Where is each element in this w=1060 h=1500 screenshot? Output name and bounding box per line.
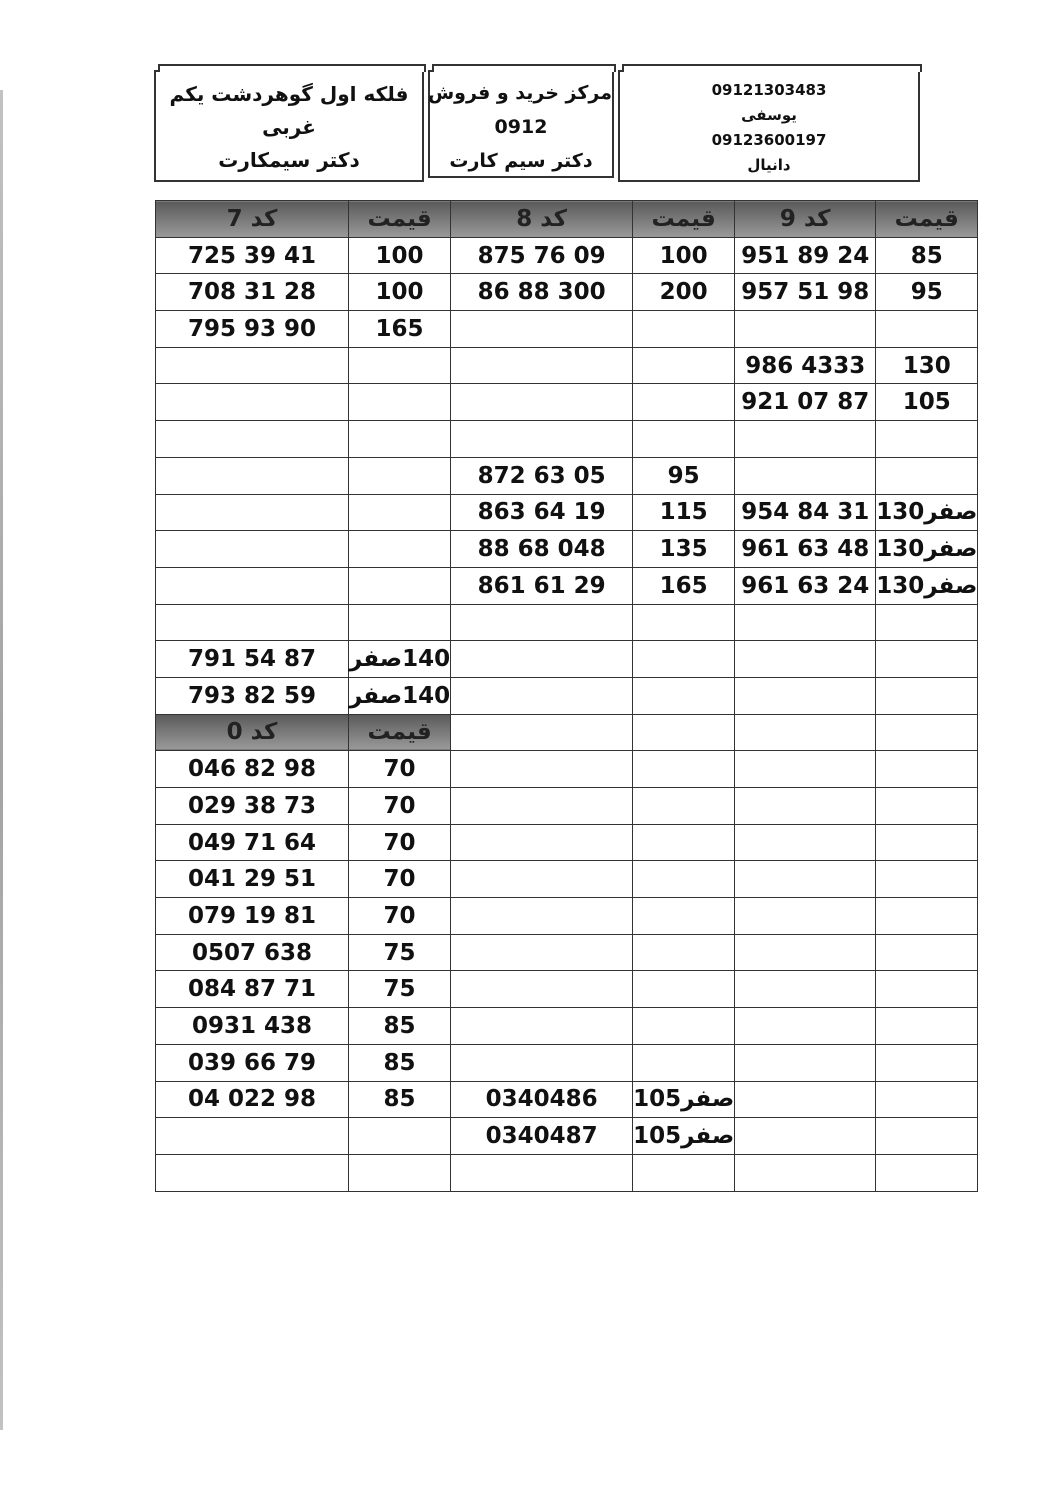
address-line-1: فلکه اول گوهردشت یکم — [169, 82, 409, 106]
number-code-8 — [451, 384, 633, 421]
price-code-9: 130 — [876, 347, 978, 384]
number-code-9 — [735, 788, 876, 825]
price-code-8 — [633, 714, 735, 751]
price-code-9 — [876, 898, 978, 935]
number-code-9 — [735, 604, 876, 641]
price-code-7 — [349, 494, 451, 531]
number-code-9: 961 63 24 — [735, 567, 876, 604]
number-code-8: 863 64 19 — [451, 494, 633, 531]
scan-edge — [0, 90, 3, 1430]
header-code-9: کد 9 — [735, 201, 876, 238]
number-code-9 — [735, 751, 876, 788]
price-code-8: 100 — [633, 237, 735, 274]
number-code-8 — [451, 347, 633, 384]
number-code-9: 986 4333 — [735, 347, 876, 384]
price-code-8 — [633, 347, 735, 384]
price-code-9 — [876, 751, 978, 788]
price-code-9: صفر130 — [876, 531, 978, 568]
price-code-9: صفر130 — [876, 494, 978, 531]
number-code-7 — [156, 457, 349, 494]
price-code-9 — [876, 421, 978, 458]
number-code-8 — [451, 421, 633, 458]
price-code-7: 70 — [349, 861, 451, 898]
number-code-8 — [451, 311, 633, 348]
number-code-9 — [735, 934, 876, 971]
header-price-8: قیمت — [633, 201, 735, 238]
center-title: مرکز خرید و فروش — [427, 82, 612, 104]
number-code-7: 04 022 98 — [156, 1081, 349, 1118]
number-code-8: 86 88 300 — [451, 274, 633, 311]
number-code-8: 872 63 05 — [451, 457, 633, 494]
number-code-7: 046 82 98 — [156, 751, 349, 788]
number-code-9 — [735, 641, 876, 678]
number-code-8 — [451, 934, 633, 971]
price-code-7 — [349, 421, 451, 458]
center-shop-name: دکتر سیم کارت — [449, 150, 593, 172]
number-code-9: 954 84 31 — [735, 494, 876, 531]
price-code-7: 75 — [349, 934, 451, 971]
table-row — [156, 604, 978, 641]
number-code-7 — [156, 421, 349, 458]
number-code-9 — [735, 677, 876, 714]
table-row — [156, 347, 978, 384]
price-code-8 — [633, 788, 735, 825]
header-price-0: قیمت — [349, 714, 451, 751]
number-code-7 — [156, 1118, 349, 1155]
number-code-8 — [451, 641, 633, 678]
price-code-7 — [349, 457, 451, 494]
contact-phone-2: 09123600197 — [711, 131, 827, 149]
number-code-7: 725 39 41 — [156, 237, 349, 274]
price-code-8: 95 — [633, 457, 735, 494]
price-code-8 — [633, 421, 735, 458]
price-code-7: 100 — [349, 274, 451, 311]
number-code-9 — [735, 971, 876, 1008]
price-code-7: 165 — [349, 311, 451, 348]
table-row — [156, 824, 978, 861]
price-code-9: 85 — [876, 237, 978, 274]
number-code-8 — [451, 714, 633, 751]
price-code-7: 75 — [349, 971, 451, 1008]
table-row — [156, 567, 978, 604]
number-code-8: 875 76 09 — [451, 237, 633, 274]
price-code-8: صفر105 — [633, 1118, 735, 1155]
price-code-8 — [633, 604, 735, 641]
number-code-8: 0340487 — [451, 1118, 633, 1155]
number-code-7 — [156, 604, 349, 641]
price-code-9: صفر130 — [876, 567, 978, 604]
table-row — [156, 1118, 978, 1155]
price-code-8 — [633, 677, 735, 714]
number-code-8 — [451, 824, 633, 861]
header-box-address — [154, 70, 424, 182]
number-code-7: 0931 438 — [156, 1008, 349, 1045]
price-code-9 — [876, 1081, 978, 1118]
number-code-7: 029 38 73 — [156, 788, 349, 825]
address-line-2: غربی — [262, 115, 316, 139]
price-code-9 — [876, 971, 978, 1008]
price-code-8 — [633, 641, 735, 678]
price-code-9 — [876, 788, 978, 825]
table-row — [156, 641, 978, 678]
number-code-7 — [156, 567, 349, 604]
price-code-7: 70 — [349, 751, 451, 788]
number-code-9 — [735, 1118, 876, 1155]
price-code-8 — [633, 751, 735, 788]
table-header-row — [156, 201, 978, 238]
table-row — [156, 788, 978, 825]
price-code-9 — [876, 311, 978, 348]
price-table — [155, 200, 978, 1192]
number-code-7 — [156, 531, 349, 568]
price-code-9: 105 — [876, 384, 978, 421]
price-code-9 — [876, 604, 978, 641]
price-code-9 — [876, 677, 978, 714]
price-code-8 — [633, 311, 735, 348]
number-code-7: 041 29 51 — [156, 861, 349, 898]
number-code-7: 0507 638 — [156, 934, 349, 971]
number-code-8 — [451, 1008, 633, 1045]
price-code-9 — [876, 1008, 978, 1045]
number-code-9 — [735, 421, 876, 458]
price-code-7: 140صفر — [349, 677, 451, 714]
table-row — [156, 677, 978, 714]
number-code-7 — [156, 384, 349, 421]
price-code-8 — [633, 1008, 735, 1045]
price-code-8 — [633, 971, 735, 1008]
price-code-7: 70 — [349, 788, 451, 825]
number-code-9 — [735, 311, 876, 348]
table-row — [156, 384, 978, 421]
price-code-9 — [876, 1154, 978, 1191]
header-box-title — [428, 70, 614, 178]
number-code-9 — [735, 1154, 876, 1191]
number-code-9 — [735, 457, 876, 494]
price-code-9 — [876, 1118, 978, 1155]
number-code-9 — [735, 1008, 876, 1045]
price-code-8 — [633, 934, 735, 971]
price-code-7 — [349, 347, 451, 384]
number-code-8 — [451, 861, 633, 898]
price-code-7 — [349, 384, 451, 421]
number-code-8 — [451, 971, 633, 1008]
price-code-7: 70 — [349, 898, 451, 935]
number-code-8: 88 68 048 — [451, 531, 633, 568]
number-code-8: 0340486 — [451, 1081, 633, 1118]
number-code-9 — [735, 824, 876, 861]
table-row — [156, 311, 978, 348]
number-code-9 — [735, 861, 876, 898]
contact-name-1: یوسفی — [741, 106, 797, 124]
number-code-7 — [156, 1154, 349, 1191]
number-code-8 — [451, 1044, 633, 1081]
number-code-9: 921 07 87 — [735, 384, 876, 421]
price-code-7 — [349, 1154, 451, 1191]
number-code-7: 039 66 79 — [156, 1044, 349, 1081]
contact-name-2: دانیال — [747, 156, 791, 174]
price-code-7 — [349, 604, 451, 641]
price-code-8: 135 — [633, 531, 735, 568]
table-row — [156, 934, 978, 971]
header-box-contacts — [618, 70, 920, 182]
number-code-7: 049 71 64 — [156, 824, 349, 861]
shop-name: دکتر سیمکارت — [218, 148, 360, 172]
price-code-9 — [876, 714, 978, 751]
number-code-7: 793 82 59 — [156, 677, 349, 714]
price-code-7: 100 — [349, 237, 451, 274]
price-code-8 — [633, 861, 735, 898]
price-code-8: 165 — [633, 567, 735, 604]
price-code-8 — [633, 384, 735, 421]
price-code-9 — [876, 824, 978, 861]
number-code-8 — [451, 677, 633, 714]
price-code-8: 115 — [633, 494, 735, 531]
number-code-8 — [451, 604, 633, 641]
price-code-9 — [876, 1044, 978, 1081]
price-code-7: 140صفر — [349, 641, 451, 678]
price-code-7: 85 — [349, 1081, 451, 1118]
table-row — [156, 531, 978, 568]
number-code-9: 961 63 48 — [735, 531, 876, 568]
number-code-7: 079 19 81 — [156, 898, 349, 935]
table-row — [156, 274, 978, 311]
price-code-7: 70 — [349, 824, 451, 861]
table-row — [156, 1044, 978, 1081]
header-price-9: قیمت — [876, 201, 978, 238]
price-code-7: 85 — [349, 1044, 451, 1081]
price-code-8 — [633, 1154, 735, 1191]
number-code-9: 951 89 24 — [735, 237, 876, 274]
price-code-7 — [349, 567, 451, 604]
number-code-7: 795 93 90 — [156, 311, 349, 348]
price-code-9 — [876, 457, 978, 494]
price-code-7 — [349, 531, 451, 568]
price-code-8 — [633, 1044, 735, 1081]
table-row — [156, 1008, 978, 1045]
price-code-9 — [876, 934, 978, 971]
table-row — [156, 237, 978, 274]
number-code-8 — [451, 788, 633, 825]
header-code-0: کد 0 — [156, 714, 349, 751]
number-code-9 — [735, 714, 876, 751]
table-row — [156, 861, 978, 898]
header-code-8: کد 8 — [451, 201, 633, 238]
table-row — [156, 1081, 978, 1118]
price-code-9 — [876, 861, 978, 898]
number-code-7: 791 54 87 — [156, 641, 349, 678]
number-code-8 — [451, 751, 633, 788]
number-code-7 — [156, 347, 349, 384]
header-code-7: کد 7 — [156, 201, 349, 238]
number-code-8 — [451, 1154, 633, 1191]
number-code-9: 957 51 98 — [735, 274, 876, 311]
price-code-8: 200 — [633, 274, 735, 311]
table-row — [156, 751, 978, 788]
table-row — [156, 714, 978, 751]
price-code-8: صفر105 — [633, 1081, 735, 1118]
prefix-label: 0912 — [494, 116, 548, 138]
number-code-9 — [735, 898, 876, 935]
price-code-8 — [633, 898, 735, 935]
number-code-8 — [451, 898, 633, 935]
number-code-7: 708 31 28 — [156, 274, 349, 311]
price-code-8 — [633, 824, 735, 861]
table-row — [156, 494, 978, 531]
number-code-9 — [735, 1081, 876, 1118]
price-code-7 — [349, 1118, 451, 1155]
price-code-9 — [876, 641, 978, 678]
number-code-8: 861 61 29 — [451, 567, 633, 604]
table-row — [156, 898, 978, 935]
price-code-7: 85 — [349, 1008, 451, 1045]
number-code-9 — [735, 1044, 876, 1081]
table-row — [156, 1154, 978, 1191]
price-code-9: 95 — [876, 274, 978, 311]
table-row — [156, 971, 978, 1008]
number-code-7 — [156, 494, 349, 531]
table-row — [156, 457, 978, 494]
table-row — [156, 421, 978, 458]
header-price-7: قیمت — [349, 201, 451, 238]
number-code-7: 084 87 71 — [156, 971, 349, 1008]
contact-phone-1: 09121303483 — [711, 81, 827, 99]
